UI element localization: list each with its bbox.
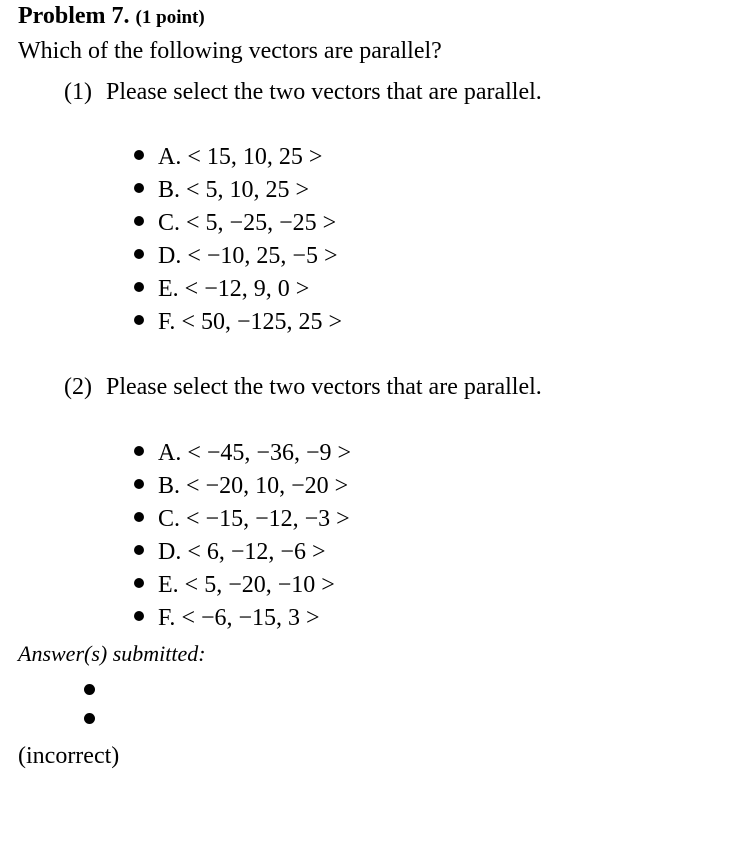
bullet-icon bbox=[134, 150, 144, 160]
problem-points: (1 point) bbox=[135, 7, 205, 28]
option-vector: < −20, 10, −20 > bbox=[186, 473, 349, 499]
option-letter: A. bbox=[158, 440, 182, 466]
part-1-option-d[interactable] bbox=[134, 241, 342, 274]
bullet-icon bbox=[134, 183, 144, 193]
option-letter: D. bbox=[158, 539, 182, 565]
option-letter: F. bbox=[158, 605, 176, 631]
option-letter: B. bbox=[158, 473, 181, 499]
bullet-icon bbox=[134, 315, 144, 325]
bullet-icon bbox=[134, 611, 144, 621]
option-vector: < 5, −20, −10 > bbox=[184, 572, 335, 598]
part-1-option-f[interactable] bbox=[134, 307, 342, 340]
part-1-option-e[interactable] bbox=[134, 274, 342, 307]
bullet-icon bbox=[134, 512, 144, 522]
option-letter: C. bbox=[158, 506, 181, 532]
bullet-icon bbox=[134, 249, 144, 259]
part-2-options bbox=[134, 438, 351, 636]
option-vector: < 5, −25, −25 > bbox=[186, 210, 337, 236]
option-vector: < 5, 10, 25 > bbox=[186, 177, 310, 203]
bullet-icon bbox=[134, 578, 144, 588]
part-2-option-d[interactable] bbox=[134, 537, 351, 570]
part-2-prompt-text: Please select the two vectors that are parallel. bbox=[105, 374, 542, 400]
option-vector: < 6, −12, −6 > bbox=[187, 539, 326, 565]
answer-bullet-icon bbox=[84, 713, 95, 724]
answers-submitted-label: Answer(s) submitted: bbox=[18, 641, 206, 666]
option-vector: < −45, −36, −9 > bbox=[187, 440, 352, 466]
part-2-option-b[interactable] bbox=[134, 471, 351, 504]
bullet-icon bbox=[134, 545, 144, 555]
part-2-number: (2) bbox=[64, 374, 92, 400]
option-letter: F. bbox=[158, 309, 176, 335]
option-letter: A. bbox=[158, 144, 182, 170]
bullet-icon bbox=[134, 479, 144, 489]
option-vector: < 50, −125, 25 > bbox=[181, 309, 343, 335]
part-2-option-c[interactable] bbox=[134, 504, 351, 537]
option-vector: < −12, 9, 0 > bbox=[184, 276, 310, 302]
part-1-option-a[interactable] bbox=[134, 142, 342, 175]
part-1-prompt bbox=[64, 77, 542, 107]
option-vector: < 15, 10, 25 > bbox=[187, 144, 323, 170]
option-letter: B. bbox=[158, 177, 181, 203]
option-letter: C. bbox=[158, 210, 181, 236]
option-letter: E. bbox=[158, 572, 179, 598]
bullet-icon bbox=[134, 216, 144, 226]
option-vector: < −6, −15, 3 > bbox=[181, 605, 320, 631]
part-2-option-a[interactable] bbox=[134, 438, 351, 471]
result-status: (incorrect) bbox=[18, 743, 120, 769]
option-vector: < −10, 25, −5 > bbox=[187, 243, 338, 269]
part-1-options bbox=[134, 142, 342, 340]
question-text: Which of the following vectors are parallel? bbox=[18, 38, 442, 64]
part-1-option-c[interactable] bbox=[134, 208, 342, 241]
part-2-option-e[interactable] bbox=[134, 570, 351, 603]
part-2-prompt bbox=[64, 372, 542, 402]
bullet-icon bbox=[134, 446, 144, 456]
option-vector: < −15, −12, −3 > bbox=[186, 506, 350, 532]
bullet-icon bbox=[134, 282, 144, 292]
answer-bullet-icon bbox=[84, 684, 95, 695]
part-2-option-f[interactable] bbox=[134, 603, 351, 636]
problem-header bbox=[18, 2, 205, 32]
option-letter: D. bbox=[158, 243, 182, 269]
option-letter: E. bbox=[158, 276, 179, 302]
part-1-number: (1) bbox=[64, 79, 92, 105]
part-1-option-b[interactable] bbox=[134, 175, 342, 208]
part-1-prompt-text: Please select the two vectors that are parallel. bbox=[105, 79, 542, 105]
problem-title: Problem 7. bbox=[18, 3, 130, 29]
